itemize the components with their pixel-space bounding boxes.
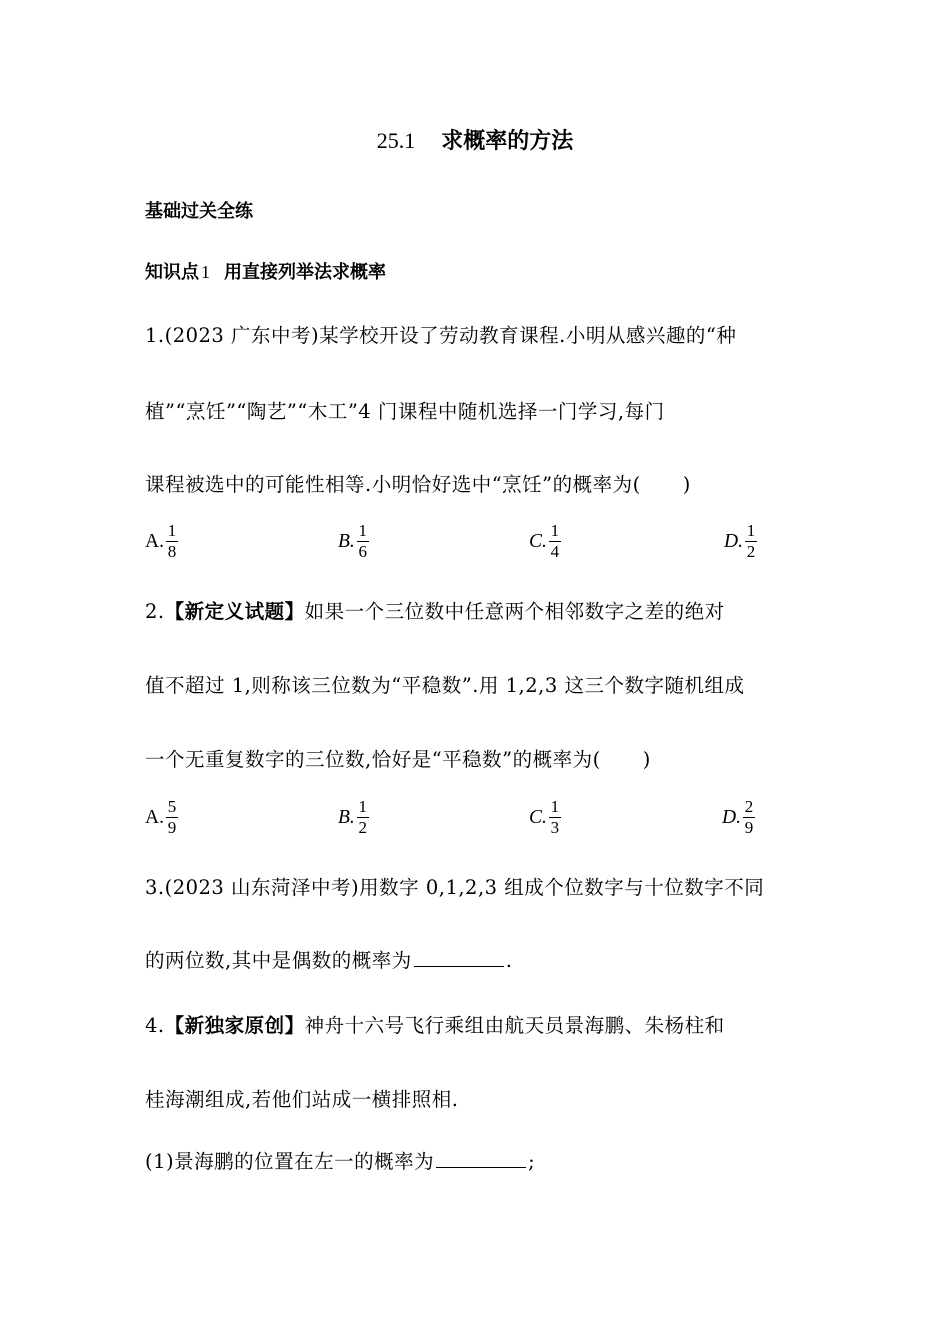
option-label: A. [145,530,164,552]
denominator: 9 [167,818,177,837]
option-label: C. [529,530,547,552]
q2-line-3-text: 一个无重复数字的三位数,恰好是“平稳数”的概率为( [145,748,601,771]
q3-line-2-text: 的两位数,其中是偶数的概率为 [145,949,412,972]
option-label: D. [722,806,741,828]
option-fraction [166,798,178,837]
q1-close-paren: ) [682,473,691,496]
q4-line-1 [145,1010,815,1038]
q4-line-2: 桂海潮组成,若他们站成一横排照相. [145,1088,459,1111]
option-label: B. [338,806,355,828]
option-label: A. [145,806,164,828]
numerator: 1 [358,521,368,540]
denominator: 3 [550,818,560,837]
option-fraction [166,522,178,561]
q1-option-d[interactable] [724,522,757,561]
q1-line-3 [145,469,815,497]
q4-sub-1-semicolon: ; [528,1150,536,1173]
q1-line-1: 1.(2023 广东中考)某学校开设了劳动教育课程.小明从感兴趣的“种 [145,324,737,347]
q4-sub-1 [145,1146,815,1174]
q2-tag: 【新定义试题】 [164,600,305,623]
q2-option-b[interactable] [338,798,369,837]
q4-number: 4. [145,1014,165,1037]
q4-tag: 【新独家原创】 [164,1014,305,1037]
title-name: 求概率的方法 [441,129,574,154]
q2-line-1 [145,596,815,624]
q2-option-c[interactable] [529,798,561,837]
q1-line-2: 植”“烹饪”“陶艺”“木工”4 门课程中随机选择一门学习,每门 [145,400,665,423]
title-number: 25.1 [376,128,416,153]
option-fraction [357,522,369,561]
denominator: 8 [167,542,177,561]
knowledge-point-label: 知识点 [145,262,199,283]
option-fraction [745,522,757,561]
numerator: 1 [746,521,756,540]
numerator: 1 [550,521,560,540]
q4-line-1-text: 神舟十六号飞行乘组由航天员景海鹏、朱杨柱和 [304,1014,725,1037]
q3-line-1: 3.(2023 山东菏泽中考)用数字 0,1,2,3 组成个位数字与十位数字不同 [145,876,765,899]
denominator: 4 [550,542,560,561]
denominator: 6 [358,542,368,561]
q3-period: . [505,949,513,972]
q4-sub-1-text: (1)景海鹏的位置在左一的概率为 [145,1150,435,1173]
option-fraction [549,798,561,837]
numerator: 5 [167,797,177,816]
numerator: 1 [550,797,560,816]
denominator: 2 [358,818,368,837]
q2-number: 2. [145,600,165,623]
q3-line-2 [145,945,815,973]
q2-option-d[interactable] [722,798,755,837]
q3-answer-blank[interactable] [414,948,504,967]
numerator: 1 [167,521,177,540]
knowledge-point-name: 用直接列举法求概率 [224,262,386,283]
q2-close-paren: ) [642,748,651,771]
q1-line-3-text: 课程被选中的可能性相等.小明恰好选中“烹饪”的概率为( [145,473,641,496]
q2-line-2: 值不超过 1,则称该三位数为“平稳数”.用 1,2,3 这三个数字随机组成 [145,674,745,697]
q2-line-3 [145,744,815,772]
option-fraction [357,798,369,837]
knowledge-point-heading [145,258,386,284]
q1-option-c[interactable] [529,522,561,561]
knowledge-point-number: 1 [201,262,210,282]
page-title [0,124,950,155]
denominator: 2 [746,542,756,561]
q2-line-1-text: 如果一个三位数中任意两个相邻数字之差的绝对 [304,600,725,623]
option-label: D. [724,530,743,552]
denominator: 9 [744,818,754,837]
section-heading: 基础过关全练 [145,201,253,222]
numerator: 1 [358,797,368,816]
q4-sub-1-answer-blank[interactable] [436,1149,526,1168]
q2-option-a[interactable] [145,798,178,837]
option-fraction [743,798,755,837]
option-label: C. [529,806,547,828]
option-fraction [549,522,561,561]
q1-option-a[interactable] [145,522,178,561]
numerator: 2 [744,797,754,816]
option-label: B. [338,530,355,552]
q1-option-b[interactable] [338,522,369,561]
